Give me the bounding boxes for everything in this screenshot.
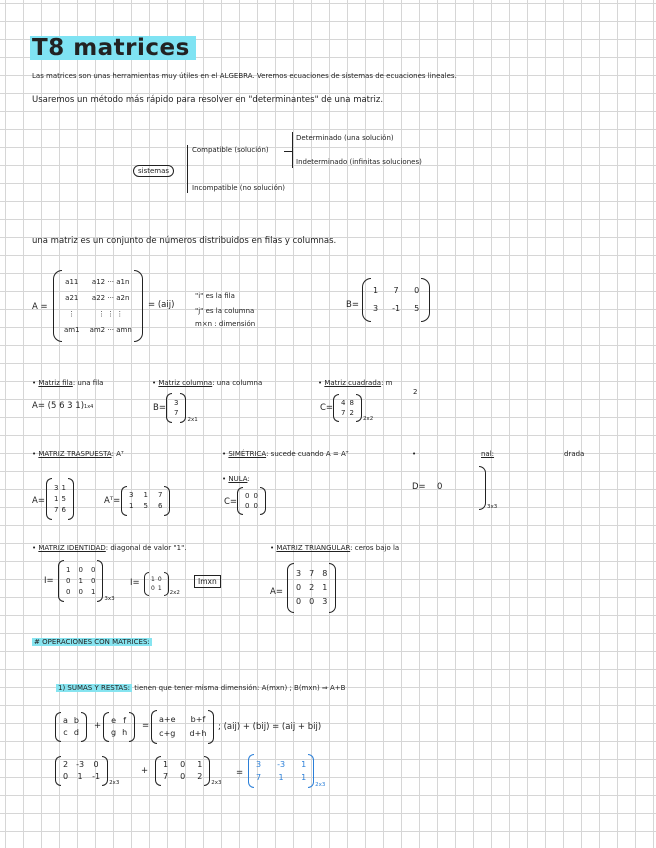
fragment-d-val: 0 [437, 482, 443, 492]
type-nula-heading: • NULA: [222, 475, 250, 483]
type-identidad-heading: • MATRIZ IDENTIDAD: diagonal de valor "1". [32, 544, 187, 552]
tree-indeterminado: Indeterminado (infinitas soluciones) [296, 158, 422, 166]
type-cuadrada-n: 2 [413, 388, 418, 396]
identidad-lhs: I= [44, 576, 54, 586]
sum-generic-plus: + [94, 721, 102, 731]
tree-compatible: Compatible (solución) [192, 146, 269, 154]
fragment-bracket: 3x3 [479, 466, 497, 510]
sum-example-a: 2 -3 0 0 1 -1 2x3 [55, 756, 119, 786]
traspuesta-matrix-a: 3 1 1 5 7 6 [46, 478, 74, 520]
intro-line-2: Usaremos un método más rápido para resolver en "determinantes" de una matriz. [32, 95, 384, 105]
general-matrix: a11 a12 ··· a1n a21 a22 ··· a2n ⋮ ⋮ ⋮ ⋮ am1 am2 ··· amn [53, 270, 143, 342]
type-fila-heading: • Matriz fila: una fila [32, 379, 104, 387]
note-fila: "i" es la fila [195, 292, 235, 300]
type-cuadrada-matrix: 4 8 7 2 2x2 [333, 394, 373, 422]
identidad-matrix-3: 1 0 0 0 1 0 0 0 1 3x3 [58, 560, 115, 602]
sumas-heading: 1) SUMAS Y RESTAS: tienen que tener misma dimensión: A(mxn) ; B(mxn) ⇒ A+B [58, 684, 346, 692]
tree-root-sistemas: sistemas [133, 165, 174, 177]
type-cuadrada-lhs: C= [320, 403, 334, 413]
fragment-nal: nal: [481, 450, 495, 458]
identidad-matrix-2: 1 0 0 1 2x2 [144, 572, 180, 596]
definition-text: una matriz es un conjunto de números distribuidos en filas y columnas. [32, 236, 337, 246]
nula-lhs: C= [224, 497, 238, 507]
fragment-bullet: • [412, 450, 417, 458]
triangular-lhs: A= [270, 587, 283, 597]
sum-generic-eq: = [142, 721, 150, 731]
sum-generic-result: a+e b+f c+g d+h [151, 710, 214, 744]
identidad-box-imxn: Imxn [194, 575, 221, 588]
matrix-b: 1 7 0 3 -1 5 [362, 278, 430, 322]
tree-connector [284, 151, 292, 152]
sum-example-b: 1 0 1 7 0 2 2x3 [155, 756, 222, 786]
general-matrix-eq: = (aij) [148, 300, 175, 310]
traspuesta-lhs: A= [32, 496, 45, 506]
identidad-lhs-2: I= [130, 578, 140, 588]
type-columna-matrix: 3 7 2x1 [166, 393, 198, 423]
sum-example-eq: = [236, 768, 244, 778]
sum-generic-a: a b c d [55, 712, 87, 742]
nula-matrix: 0 0 0 0 [237, 487, 266, 515]
sum-generic-formula: ; (aij) + (bij) = (aij + bij) [218, 722, 322, 732]
type-simetrica-heading: • SIMÉTRICA: sucede cuando A = Aᵀ [222, 450, 349, 458]
sum-generic-b: e f g h [103, 712, 135, 742]
note-dimension: m×n : dimensión [195, 320, 256, 328]
sum-example-result: 3 -3 1 7 1 1 2x3 [248, 754, 325, 788]
tree-determinado: Determinado (una solución) [296, 134, 394, 142]
sum-example-plus: + [141, 766, 149, 776]
type-cuadrada-heading: • Matriz cuadrada: m [318, 379, 393, 387]
type-traspuesta-heading: • MATRIZ TRASPUESTA: Aᵀ [32, 450, 124, 458]
tree-bracket-2 [292, 132, 293, 168]
page-title: T8 matrices [30, 36, 196, 60]
traspuesta-matrix-at: 3 1 7 1 5 6 [121, 486, 170, 516]
type-columna-heading: • Matriz columna: una columna [152, 379, 263, 387]
matrix-b-lhs: B= [346, 300, 359, 310]
tree-bracket-1 [187, 145, 188, 193]
operaciones-heading: # OPERACIONES CON MATRICES: [34, 638, 150, 646]
traspuesta-lhs-t: Aᵀ= [104, 496, 121, 506]
type-fila-example: A= (5 6 3 1)1x4 [32, 401, 94, 411]
type-columna-lhs: B= [153, 403, 166, 413]
fragment-drada: drada [564, 450, 585, 458]
general-matrix-lhs: A = [32, 302, 48, 312]
fragment-d-lhs: D= [412, 482, 426, 492]
type-triangular-heading: • MATRIZ TRIANGULAR: ceros bajo la [270, 544, 400, 552]
triangular-matrix: 3 7 8 0 2 1 0 0 3 [287, 563, 336, 613]
tree-incompatible: Incompatible (no solución) [192, 184, 286, 192]
note-columna: "j" es la columna [195, 307, 255, 315]
intro-line-1: Las matrices son unas herramientas muy útiles en el ALGEBRA. Veremos ecuaciones de sistemas de ecuaciones lineales. [32, 72, 457, 80]
